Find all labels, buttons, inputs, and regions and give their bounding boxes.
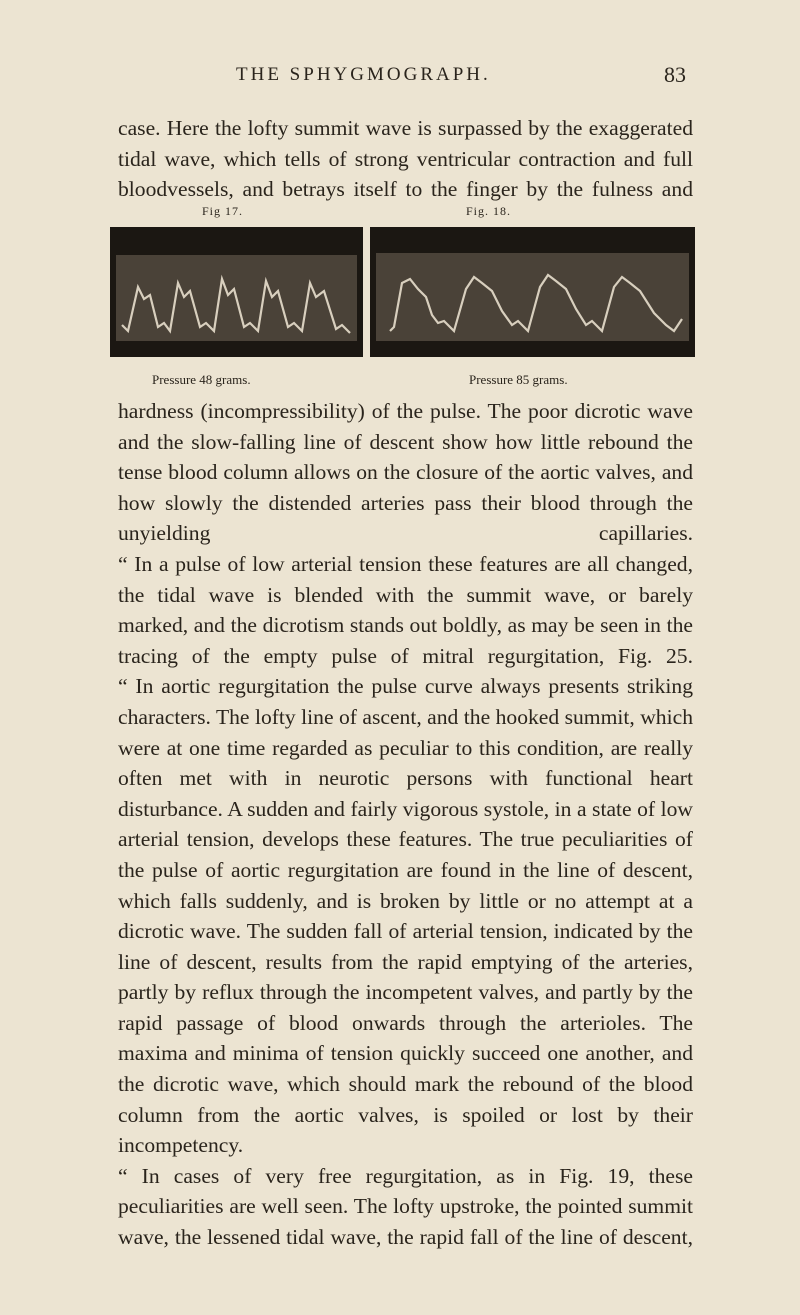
- fig18-pulse-curve: [370, 227, 695, 357]
- opening-text: case. Here the lofty summit wave is surpassed by the exaggerated tidal wave, which tells of strong ventricular contraction and full bloodvessels, and betrays itself to the finger by the fulness and: [118, 116, 693, 202]
- fig17-caption: Pressure 48 grams.: [152, 372, 251, 387]
- header-title: THE SPHYGMOGRAPH.: [236, 64, 491, 85]
- fig18-label: Fig. 18.: [466, 204, 512, 218]
- paragraph-2: “ In a pulse of low arterial tension these features are all changed, the tidal wave is blended with the summit wave, or barely marked, and the dicrotism stands out boldly, as may be seen in the tracing of the empty pulse of mitral regurgitation, Fig. 25.: [118, 551, 693, 668]
- fig18-caption: Pressure 85 grams.: [469, 372, 568, 387]
- page-number: 83: [664, 62, 686, 87]
- running-header: [236, 64, 686, 86]
- fig17-tracing: [110, 227, 363, 357]
- paragraph-1: hardness (incompressibility) of the pulse. The poor dicrotic wave and the slow-falling line of descent show how little rebound the tense blood column allows on the closure of the aortic valves, and how slowly the distended arteries pass their blood through the unyielding capillaries.: [118, 399, 693, 546]
- paragraph-4: “ In cases of very free regurgitation, as in Fig. 19, these peculiarities are well seen. The lofty upstroke, the pointed summit wave, the lessened tidal wave, the rapid fall of the line of descent,: [118, 1163, 693, 1250]
- opening-paragraph: [118, 113, 693, 205]
- body-text: [118, 396, 693, 1253]
- paragraph-3: “ In aortic regurgitation the pulse curve always presents striking characters. The lofty line of ascent, and the hooked summit, which were at one time regarded as peculiar to this condition, are really often met with in neurotic persons with functional heart disturbance. A sudden and fairly vigorous systole, in a state of low arterial tension, develops these features. The true peculiarities of the pulse of aortic regurgitation are found in the line of descent, which falls suddenly, and is broken by little or no attempt at a dicrotic wave. The sudden fall of arterial tension, indicated by the line of descent, results from the rapid emptying of the arteries, partly by reflux through the incompetent valves, and partly by the rapid passage of blood onwards through the arterioles. The maxima and minima of tension quickly succeed one another, and the dicrotic wave, which should mark the rebound of the blood column from the aortic valves, is spoiled or lost by their incompetency.: [118, 674, 693, 1158]
- fig17-label: Fig 17.: [202, 204, 244, 218]
- fig18-tracing: [370, 227, 695, 357]
- fig17-pulse-curve: [110, 227, 363, 357]
